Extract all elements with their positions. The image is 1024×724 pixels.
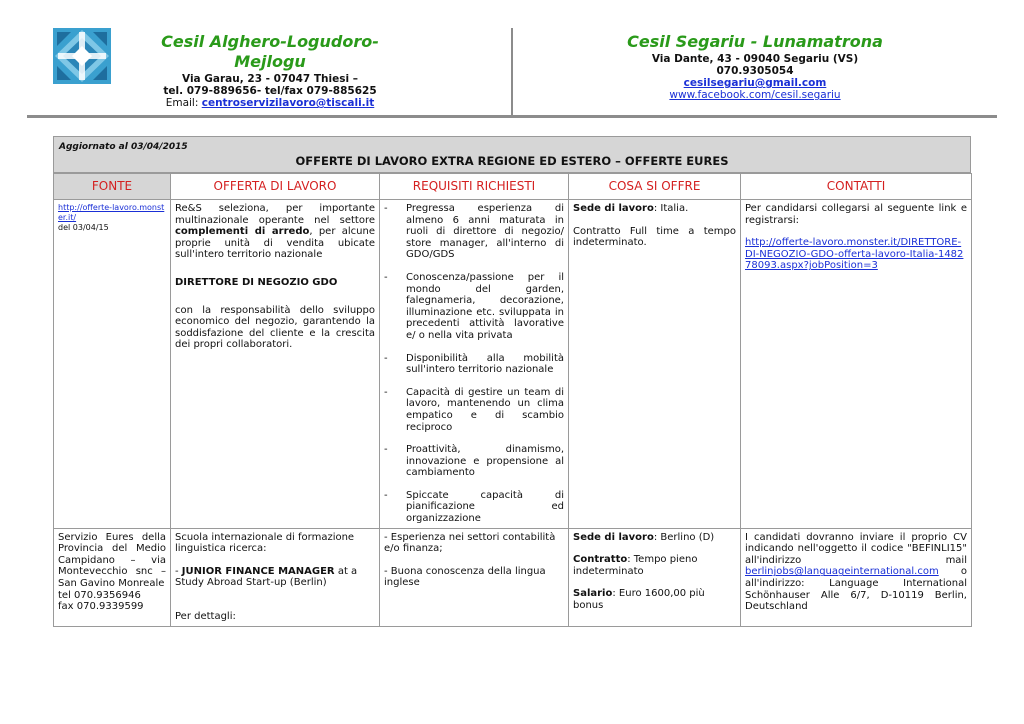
cell-offre	[569, 528, 741, 626]
source-link[interactable]: http://offerte-lavoro.monster.it/	[58, 203, 165, 222]
requirement-text: Proattività, dinamismo, innovazione e propensione al cambiamento	[406, 444, 564, 479]
office-email-line	[130, 97, 410, 109]
office-segariu	[600, 32, 910, 101]
cell-requisiti	[380, 200, 569, 529]
field-value: : Berlino (D)	[653, 531, 715, 543]
requirement-text: - Buona conoscenza della lingua inglese	[384, 565, 546, 589]
letterhead	[0, 0, 1024, 120]
list-item	[384, 387, 564, 433]
salary	[573, 588, 736, 611]
field-value: : Italia.	[653, 203, 689, 214]
requirement-text: Spiccate capacità di pianificazione ed organizzazione	[406, 489, 564, 525]
offer-text: at a Study Abroad Start-up (Berlin)	[175, 565, 358, 589]
office-name: Cesil Alghero-Logudoro-Mejlogu	[161, 32, 379, 71]
col-header-contatti: CONTATTI	[741, 174, 972, 200]
offer-sector: complementi di arredo	[175, 226, 310, 238]
cell-requisiti	[380, 528, 569, 626]
requirement-text: Conoscenza/passione per il mondo del garden, falegnameria, decorazione, illuminazione etc. sviluppata in precedenti attività lavorative e/ o nella vita privata	[406, 271, 564, 341]
office-phone: 070.9305054	[716, 65, 794, 77]
contact-email-link[interactable]: berlinjobs@languageinternational.com	[745, 566, 939, 578]
header-divider	[511, 28, 513, 116]
job-offers-table	[53, 136, 971, 627]
office-address: Via Garau, 23 - 07047 Thiesi –	[182, 73, 358, 85]
col-header-fonte: FONTE	[54, 174, 171, 200]
office-name: Cesil Segariu - Lunamatrona	[627, 32, 883, 51]
table-row	[54, 200, 972, 529]
office-email-link[interactable]: centroservizilavoro@tiscali.it	[201, 97, 375, 109]
field-label: Sede di lavoro	[573, 203, 654, 214]
requirement-text: - Esperienza nei settori contabilità e/o finanza;	[384, 531, 556, 555]
offer-text: , per alcune proprie unità di vendita ubicate sull'intero territorio nazionale	[175, 226, 375, 261]
job-role: JUNIOR FINANCE MANAGER	[181, 565, 335, 577]
source-fax: fax 070.9339599	[58, 601, 144, 613]
offer-description	[175, 203, 375, 261]
offer-text: Re&S seleziona, per importante multinazionale operante nel settore	[175, 203, 375, 226]
work-location	[573, 532, 736, 544]
column-header-row	[54, 174, 972, 200]
bullet-dash: -	[384, 271, 388, 283]
cell-offre	[569, 200, 741, 529]
cell-contatti	[741, 200, 972, 529]
source-tel: tel 070.9356946	[58, 589, 141, 601]
offer-details: Per dettagli:	[175, 611, 236, 623]
field-value: : Euro 1600,00 più bonus	[573, 588, 705, 612]
field-value: : Tempo pieno indeterminato	[573, 554, 698, 577]
field-label: Contratto	[573, 554, 628, 566]
office-website-line	[600, 89, 910, 101]
apply-link[interactable]: http://offerte-lavoro.monster.it/DIRETTORE-DI-NEGOZIO-GDO-offerta-lavoro-Italia-148278093.aspx?jobPosition=3	[745, 237, 964, 272]
table-row	[54, 528, 972, 626]
list-item	[384, 490, 564, 525]
cesil-logo-icon	[53, 28, 111, 84]
office-website-link[interactable]: www.facebook.com/cesil.segariu	[669, 89, 841, 101]
requirement-text: Disponibilità alla mobilità sull'intero territorio nazionale	[406, 352, 564, 376]
bullet-dash: -	[384, 352, 388, 364]
source-office: Servizio Eures della Provincia del Medio Campidano – via Montevecchio snc – San Gavino Monreale	[58, 531, 166, 590]
contract-type: Contratto Full time a tempo indeterminato.	[573, 225, 736, 249]
office-email-link[interactable]: cesilsegariu@gmail.com	[683, 77, 827, 89]
field-label: Sede di lavoro	[573, 531, 654, 543]
contact-address: o all'indirizzo: Language International Schönhauser Alle 6/7, D-10119 Berlin, Deutschland	[745, 566, 967, 613]
col-header-requisiti: REQUISITI RICHIESTI	[380, 174, 569, 200]
email-label: Email:	[165, 97, 202, 109]
bullet-dash: -	[175, 565, 182, 577]
source-date: del 03/04/15	[58, 223, 109, 232]
requirement-text: Pregressa esperienza di almeno 6 anni maturata in ruoli di direttore di negozio/ store manager, all'interno di GDO/GDS	[406, 203, 564, 261]
cell-offerta	[171, 200, 380, 529]
bullet-dash: -	[384, 444, 388, 456]
office-address: Via Dante, 43 - 09040 Segariu (VS)	[651, 53, 859, 65]
bullet-dash: -	[384, 386, 388, 398]
requirement-text: Capacità di gestire un team di lavoro, mantenendo un clima empatico e di scambio reciproco	[406, 386, 564, 433]
updated-date: Aggiornato al 03/04/2015	[59, 142, 188, 152]
bullet-dash: -	[384, 203, 388, 214]
offer-responsibilities: con la responsabilità dello sviluppo economico del negozio, garantendo la soddisfazione del cliente e la crescita dei propri collaboratori.	[175, 304, 375, 351]
cell-offerta	[171, 528, 380, 626]
cell-fonte	[54, 528, 171, 626]
header-rule	[27, 115, 997, 118]
col-header-offerta: OFFERTA DI LAVORO	[171, 174, 380, 200]
cell-fonte	[54, 200, 171, 529]
list-item	[384, 203, 564, 261]
contract-type	[573, 554, 736, 577]
field-label: Salario	[573, 588, 613, 600]
contact-instructions: I candidati dovranno inviare il proprio CV indicando nell'oggetto il codice "BEFINLI15" all'indirizzo mail	[745, 531, 967, 566]
table-title-bar	[53, 136, 971, 173]
col-header-offre: COSA SI OFFRE	[569, 174, 741, 200]
job-role-line	[175, 566, 375, 589]
office-alghero	[130, 32, 410, 109]
offer-description: Scuola internazionale di formazione linguistica ricerca:	[175, 531, 355, 555]
document-title: OFFERTE DI LAVORO EXTRA REGIONE ED ESTERO – OFFERTE EURES	[295, 154, 729, 168]
offers-grid	[53, 173, 972, 627]
work-location	[573, 203, 736, 215]
office-phone: tel. 079-889656- tel/fax 079-885625	[163, 85, 377, 97]
job-role: DIRETTORE DI NEGOZIO GDO	[175, 276, 338, 288]
list-item	[384, 272, 564, 342]
cell-contatti	[741, 528, 972, 626]
list-item	[384, 353, 564, 376]
office-email-line	[600, 77, 910, 89]
bullet-dash: -	[384, 489, 388, 501]
list-item	[384, 444, 564, 479]
contact-instructions: Per candidarsi collegarsi al seguente link e registrarsi:	[745, 203, 967, 226]
